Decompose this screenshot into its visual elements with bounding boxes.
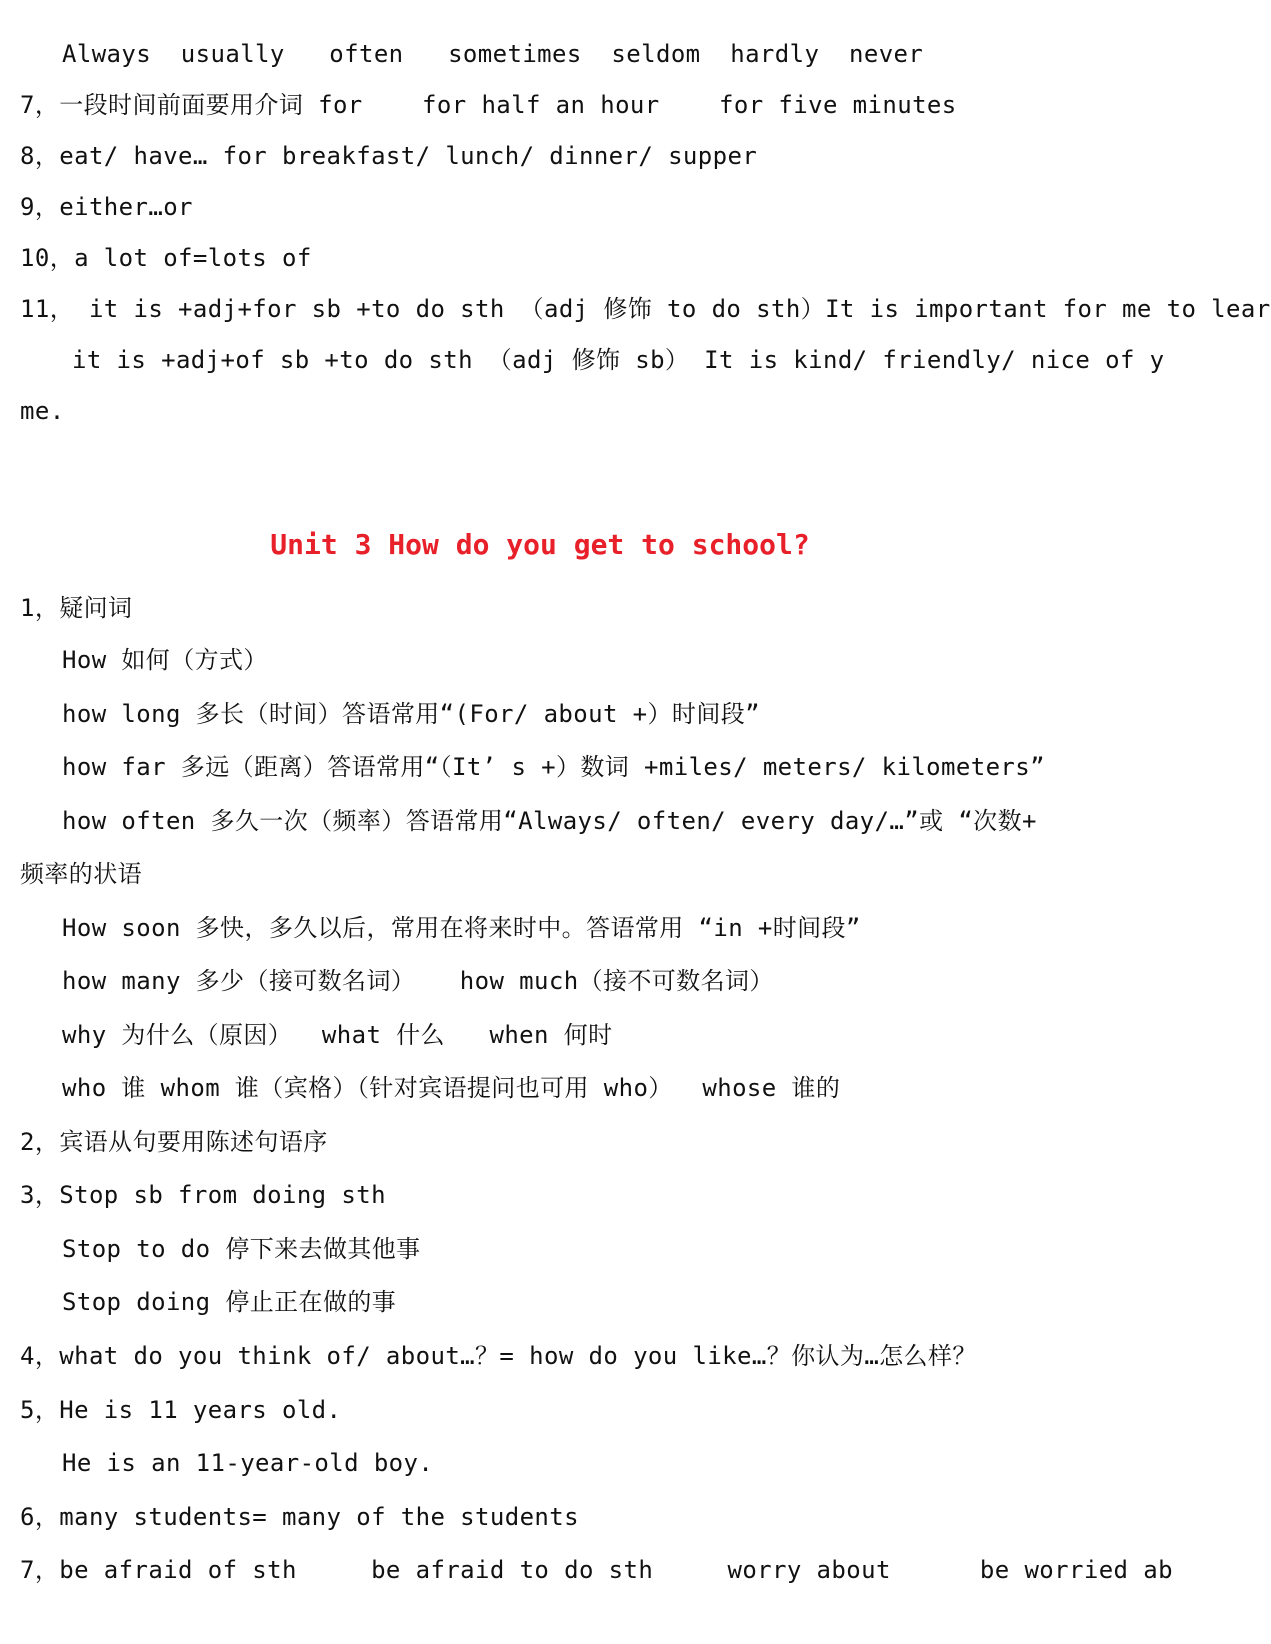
- item-7-time-preposition: 7，一段时间前面要用介词 for for half an hour for five minutes: [20, 91, 957, 119]
- question-word-why-what-when: why 为什么（原因） what 什么 when 何时: [62, 1021, 613, 1049]
- item-3-stop-sb-from: 3，Stop sb from doing sth: [20, 1181, 386, 1209]
- question-word-how-long: how long 多长（时间）答语常用“(For/ about +）时间段”: [62, 700, 760, 728]
- item-7-afraid-worry: 7，be afraid of sth be afraid to do sth worry about be worried ab: [20, 1556, 1173, 1584]
- item-3-stop-doing: Stop doing 停止正在做的事: [62, 1288, 397, 1316]
- item-10-a-lot-of: 10，a lot of=lots of: [20, 244, 312, 272]
- item-5-years-old: 5，He is 11 years old.: [20, 1396, 342, 1424]
- question-word-how-often: how often 多久一次（频率）答语常用“Always/ often/ every day/…”或 “次数+: [62, 807, 1037, 835]
- item-1-question-words-heading: 1，疑问词: [20, 594, 133, 622]
- question-word-who-whom-whose: who 谁 whom 谁（宾格）（针对宾语提问也可用 who） whose 谁的: [62, 1074, 841, 1102]
- question-word-how-soon: How soon 多快，多久以后，常用在将来时中。答语常用 “in +时间段”: [62, 914, 861, 942]
- item-9-either-or: 9，either…or: [20, 193, 193, 221]
- item-4-think-of: 4，what do you think of/ about…？= how do you like…？你认为…怎么样？: [20, 1342, 977, 1370]
- frequency-adverbs-line: Always usually often sometimes seldom hardly never: [62, 40, 924, 68]
- question-word-how-many-much: how many 多少（接可数名词） how much（接不可数名词）: [62, 967, 774, 995]
- item-11-for-sb: 11， it is +adj+for sb +to do sth （adj 修饰 to do sth）It is important for me to lear: [20, 295, 1271, 323]
- item-5-year-old-boy: He is an 11-year-old boy.: [62, 1449, 434, 1477]
- item-11-continuation: me.: [20, 397, 65, 425]
- question-word-how: How 如何（方式）: [62, 646, 268, 674]
- item-8-meals: 8，eat/ have… for breakfast/ lunch/ dinner/ supper: [20, 142, 758, 170]
- item-6-many-students: 6，many students= many of the students: [20, 1503, 579, 1531]
- item-11-of-sb: it is +adj+of sb +to do sth （adj 修饰 sb） It is kind/ friendly/ nice of y: [72, 346, 1165, 374]
- unit-3-title: Unit 3 How do you get to school?: [270, 528, 810, 561]
- question-word-how-far: how far 多远（距离）答语常用“（It’ s +）数词 +miles/ meters/ kilometers”: [62, 753, 1045, 781]
- question-word-how-often-continuation: 频率的状语: [20, 860, 142, 888]
- item-2-object-clause: 2，宾语从句要用陈述句语序: [20, 1128, 328, 1156]
- item-3-stop-to-do: Stop to do 停下来去做其他事: [62, 1235, 421, 1263]
